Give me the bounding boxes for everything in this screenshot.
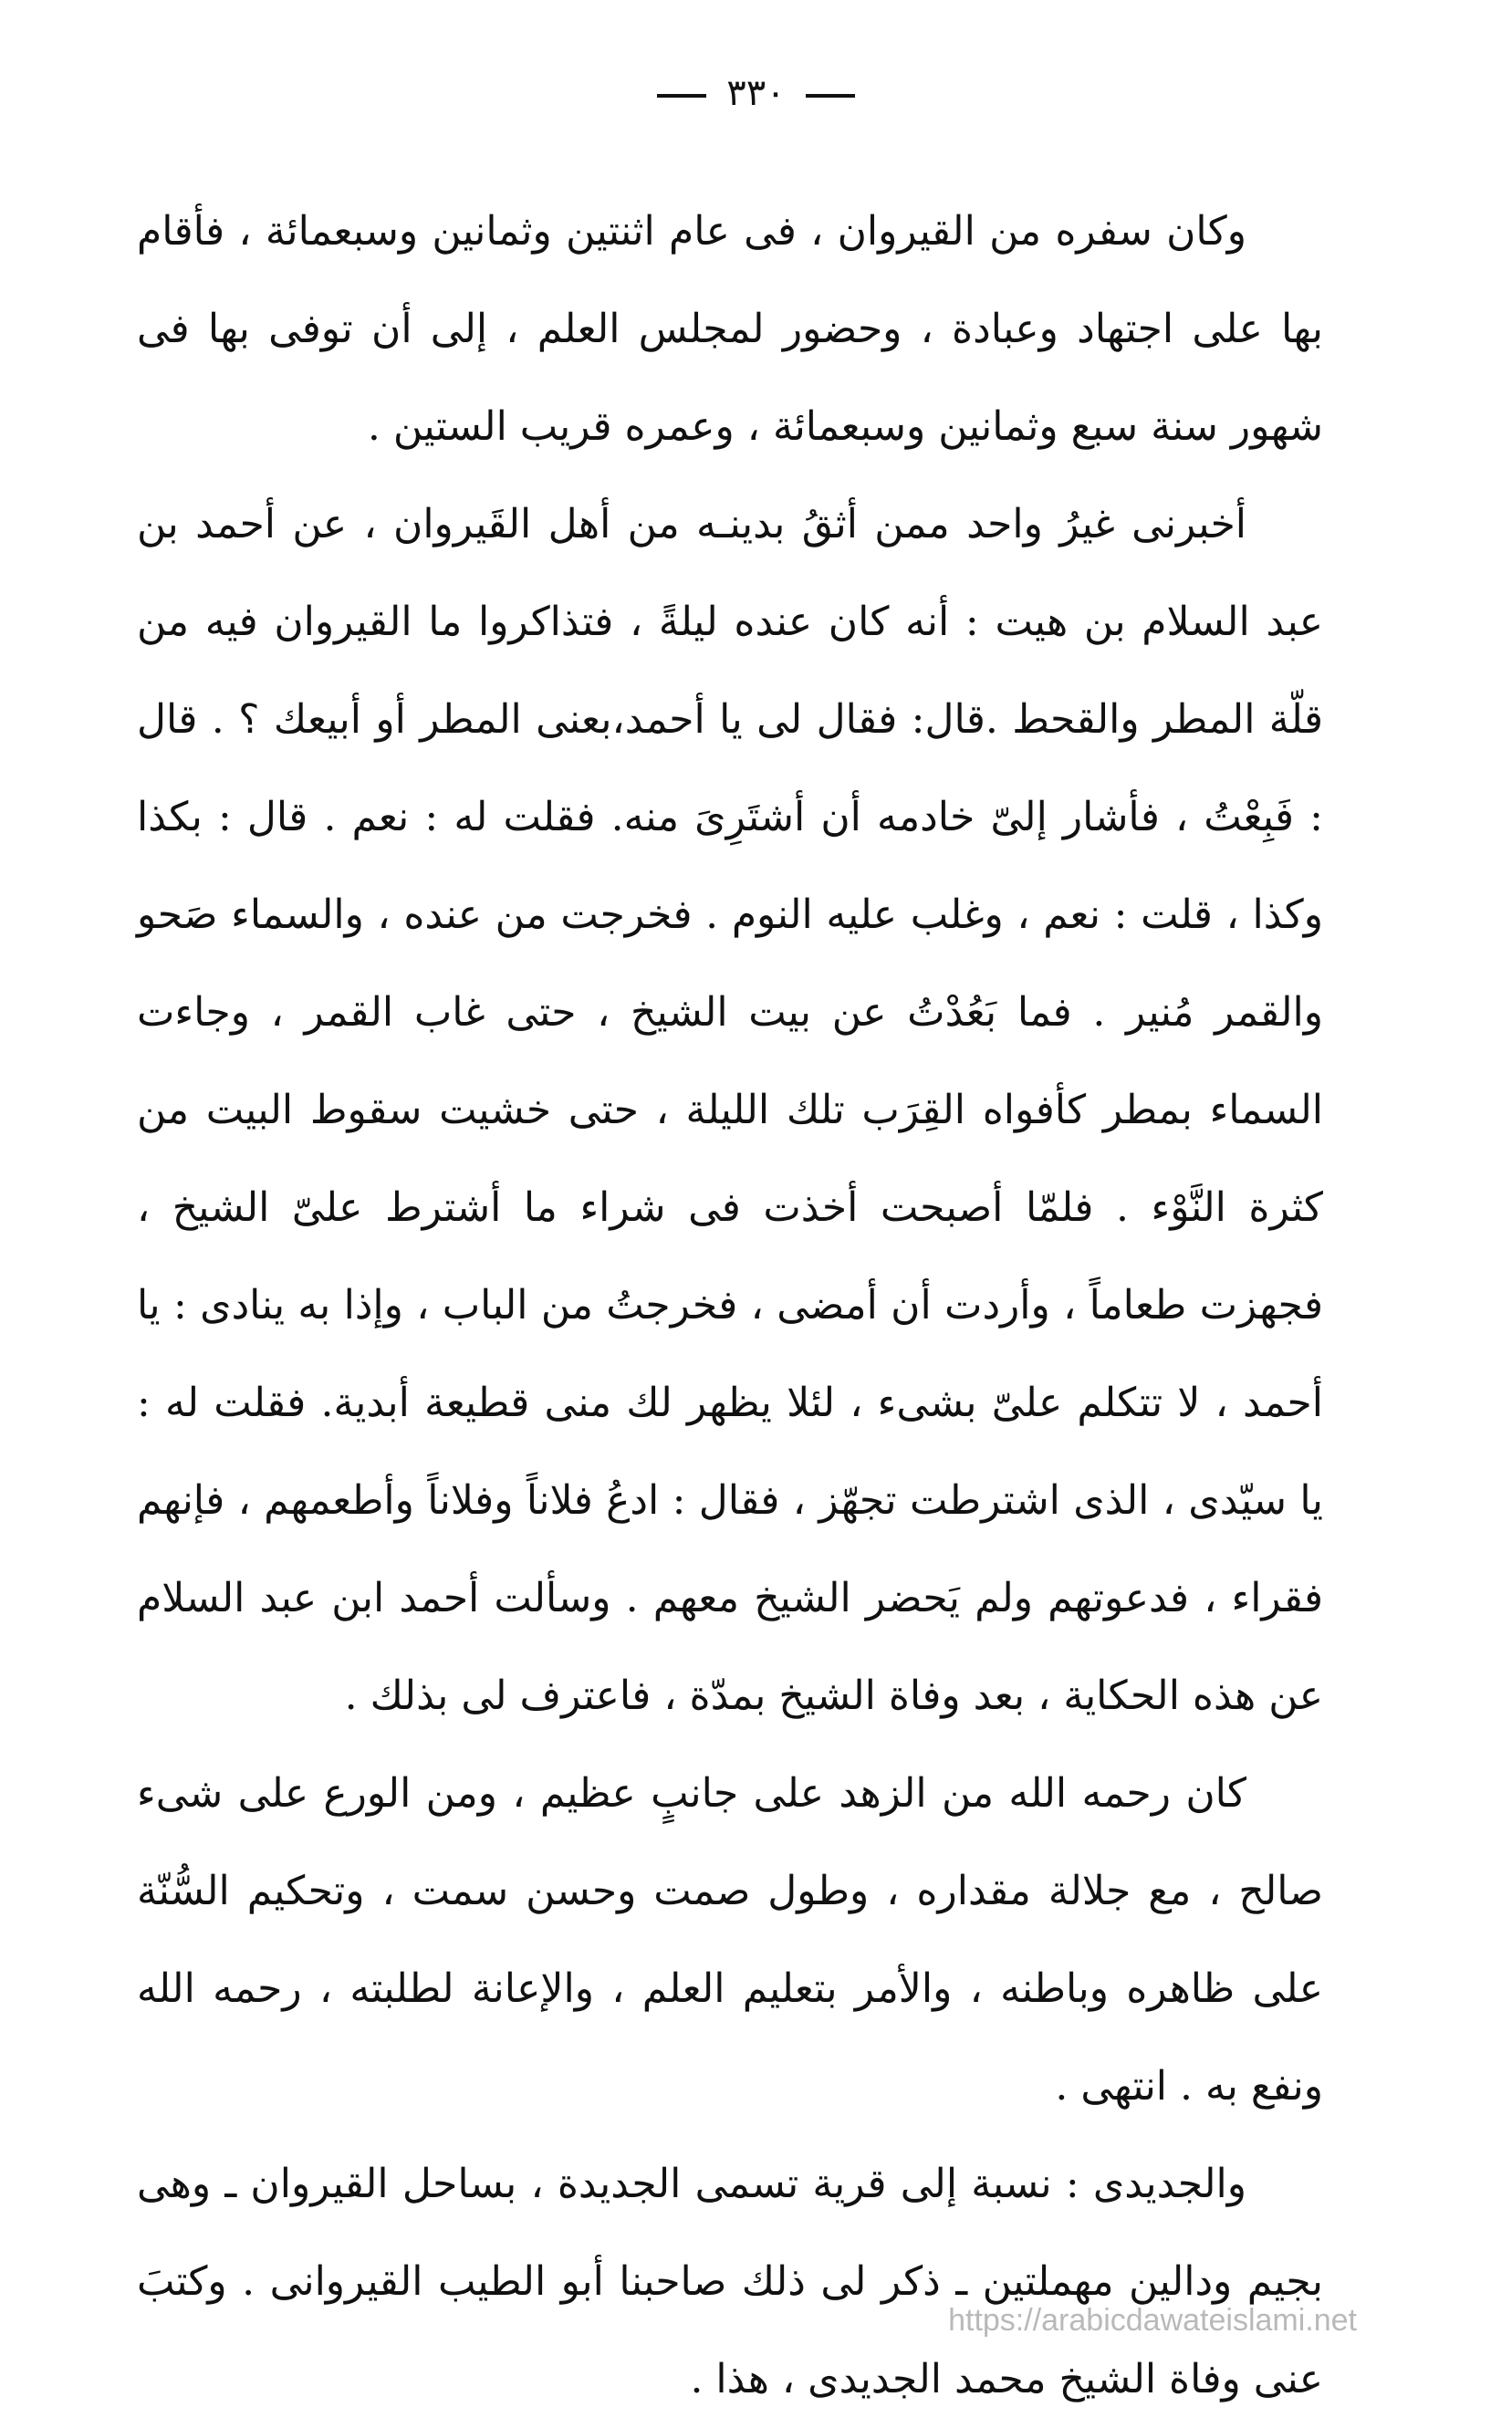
paragraph-departure: وكان سفره من القيروان ، فى عام اثنتين وثمانين وسبعمائة ، فأقام بها على اجتهاد وعبادة ، وحضور لمجلس العلم ، إلى أن توفى بها فى شهور سنة سبع وثمانين وسبعمائة ، وعمره قريب الستين . xyxy=(137,208,1323,450)
body-text xyxy=(137,182,1323,2428)
page-number-dash-left xyxy=(657,94,706,98)
watermark-url: https://arabicdawateislami.net xyxy=(948,2303,1357,2338)
page-number-dash-right xyxy=(806,94,855,98)
paragraph-nisba: والجديدى : نسبة إلى قرية تسمى الجديدة ، بساحل القيروان ـ وهى بجيم ودالين مهملتين ـ ذكر لى ذلك صاحبنا أبو الطيب القيروانى . وكتبَ عنى وفاة الشيخ محمد الجديدى ، هذا . xyxy=(137,2161,1323,2402)
paragraph-virtues: كان رحمه الله من الزهد على جانبٍ عظيم ، ومن الورع على شىء صالح ، مع جلالة مقداره ، وطول صمت وحسن سمت ، وتحكيم السُّنّة على ظاهره وباطنه ، والأمر بتعليم العلم ، والإعانة لطلبته ، رحمه الله ونفع به . انتهى . xyxy=(137,1770,1323,2110)
page-number xyxy=(0,66,1512,120)
paragraph-rain-story: أخبرنى غيرُ واحد ممن أثقُ بدينـه من أهل القَيروان ، عن أحمد بن عبد السلام بن هيت : أنه كان عنده ليلةً ، فتذاكروا ما القيروان فيه من قلّة المطر والقحط .قال: فقال لى يا أحمد،بعنى المطر أو أبيعك ؟ . قال : فَبِعْتُ ، فأشار إلىّ خادمه أن أشتَرِىَ منه. فقلت له : نعم . قال : بكذا وكذا ، قلت : نعم ، وغلب عليه النوم . فخرجت من عنده ، والسماء صَحو والقمر مُنير . فما بَعُدْتُ عن بيت الشيخ ، حتى غاب القمر ، وجاءت السماء بمطر كأفواه القِرَب تلك الليلة ، حتى خشيت سقوط البيت من كثرة النَّوْء . فلمّا أصبحت أخذت فى شراء ما أشترط علىّ الشيخ ، فجهزت طعاماً ، وأردت أن أمضى ، فخرجتُ من الباب ، وإذا به ينادى : يا أحمد ، لا تتكلم علىّ بشىء ، لئلا يظهر لك منى قطيعة أبدية. فقلت له : يا سيّدى ، الذى اشترطت تجهّز ، فقال : ادعُ فلاناً وفلاناً وأطعمهم ، فإنهم فقراء ، فدعوتهم ولم يَحضر الشيخ معهم . وسألت أحمد ابن عبد السلام عن هذه الحكاية ، بعد وفاة الشيخ بمدّة ، فاعترف لى بذلك . xyxy=(137,501,1323,1719)
page-number-text: ٣٣٠ xyxy=(726,72,786,114)
